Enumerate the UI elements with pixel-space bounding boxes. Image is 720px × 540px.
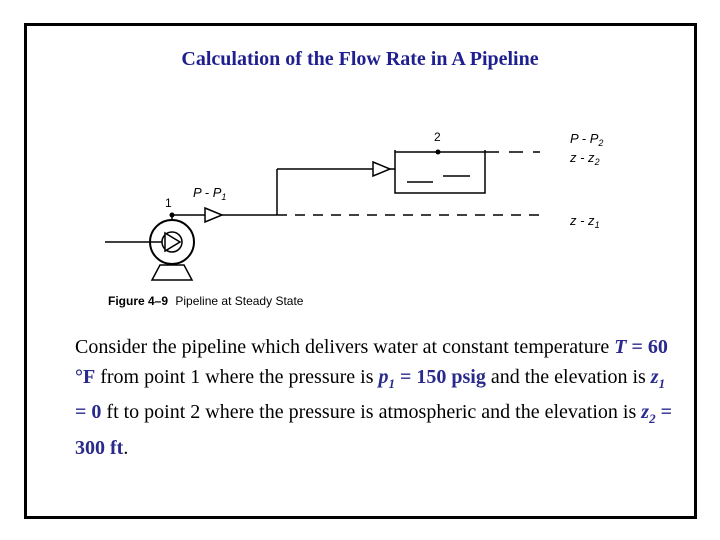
svg-text:P - P2: P - $P_2$ xyxy=(570,131,604,148)
body-paragraph: Consider the pipeline which delivers water at constant temperature T = 60 °F from point 1 where the pressure is $p_1 = 150$ psig and the elevation is $z_1 = 0$ ft to point 2 where the pressure is atmospheric and the elevation is $z_2 = 300$ ft. xyxy=(75,336,672,459)
point-2-marker xyxy=(436,150,441,155)
pump-base xyxy=(152,265,192,280)
svg-text:z - z2: z - $z_2$ xyxy=(570,150,600,167)
point-1-label: 1 xyxy=(165,196,172,210)
point-2-label: 2 xyxy=(434,130,441,144)
slide-title: Calculation of the Flow Rate in A Pipeline xyxy=(181,48,539,70)
svg-text:P - P1: P - $P_1$ xyxy=(193,185,227,202)
figure-caption: Figure 4–9 Pipeline at Steady State xyxy=(108,294,304,308)
flow-arrow-2 xyxy=(373,162,390,176)
flow-arrow-1 xyxy=(205,208,222,222)
tank xyxy=(395,150,485,193)
svg-text:z - z1: z - $z_1$ xyxy=(570,213,600,230)
pipeline-diagram xyxy=(100,125,630,315)
